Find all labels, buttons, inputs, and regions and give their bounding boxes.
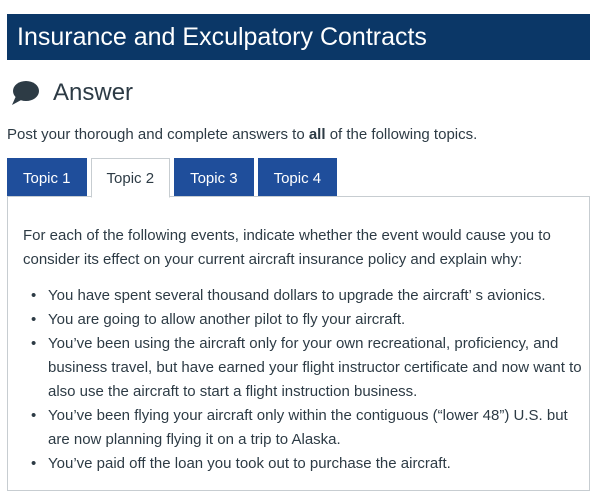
page-title: Insurance and Exculpatory Contracts (17, 22, 427, 51)
list-item (23, 404, 583, 452)
tab-topic-2[interactable] (91, 158, 171, 198)
event-text: You have spent several thousand dollars to upgrade the aircraft’ s avionics. (48, 287, 546, 304)
tab-label: Topic 4 (273, 169, 322, 187)
instructions-text (7, 126, 477, 143)
list-item (23, 332, 583, 404)
event-text: You’ve been flying your aircraft only within the contiguous (“lower 48”) U.S. but are now planning flying it on a trip to Alaska. (48, 407, 568, 448)
bullet-marker: • (31, 455, 37, 472)
bullet-marker: • (31, 335, 37, 352)
instructions-after: of the following topics. (325, 126, 478, 143)
tab-label: Topic 1 (23, 169, 71, 187)
instructions-before: Post your thorough and complete answers to (7, 126, 309, 143)
answer-heading: Answer (53, 79, 134, 106)
topic-tabs (7, 158, 341, 197)
tab-topic-4[interactable] (258, 158, 338, 197)
list-item (23, 452, 583, 476)
bullet-marker: • (31, 287, 37, 304)
list-item (23, 308, 583, 332)
bullet-marker: • (31, 311, 37, 328)
page-title-bar (7, 14, 590, 60)
speech-bubble-icon (10, 79, 40, 107)
events-list (23, 284, 583, 476)
topic-2-panel (7, 196, 590, 491)
event-text: You’ve been using the aircraft only for your own recreational, proficiency, and business travel, but have earned your flight instructor certificate and now want to also use the aircraft to start a flight instruction business. (48, 335, 582, 400)
answer-section-header (10, 78, 133, 108)
tab-label: Topic 3 (190, 169, 238, 187)
tab-label: Topic 2 (106, 169, 155, 187)
event-text: You are going to allow another pilot to fly your aircraft. (48, 311, 406, 328)
instructions-emphasis: all (308, 126, 326, 143)
tab-topic-1[interactable] (7, 158, 87, 197)
bullet-marker: • (31, 407, 37, 424)
event-text: You’ve paid off the loan you took out to purchase the aircraft. (48, 455, 451, 472)
tab-topic-3[interactable] (174, 158, 254, 197)
question-text: For each of the following events, indicate whether the event would cause you to consider its effect on your current aircraft insurance policy and explain why: (23, 227, 551, 268)
list-item (23, 284, 583, 308)
